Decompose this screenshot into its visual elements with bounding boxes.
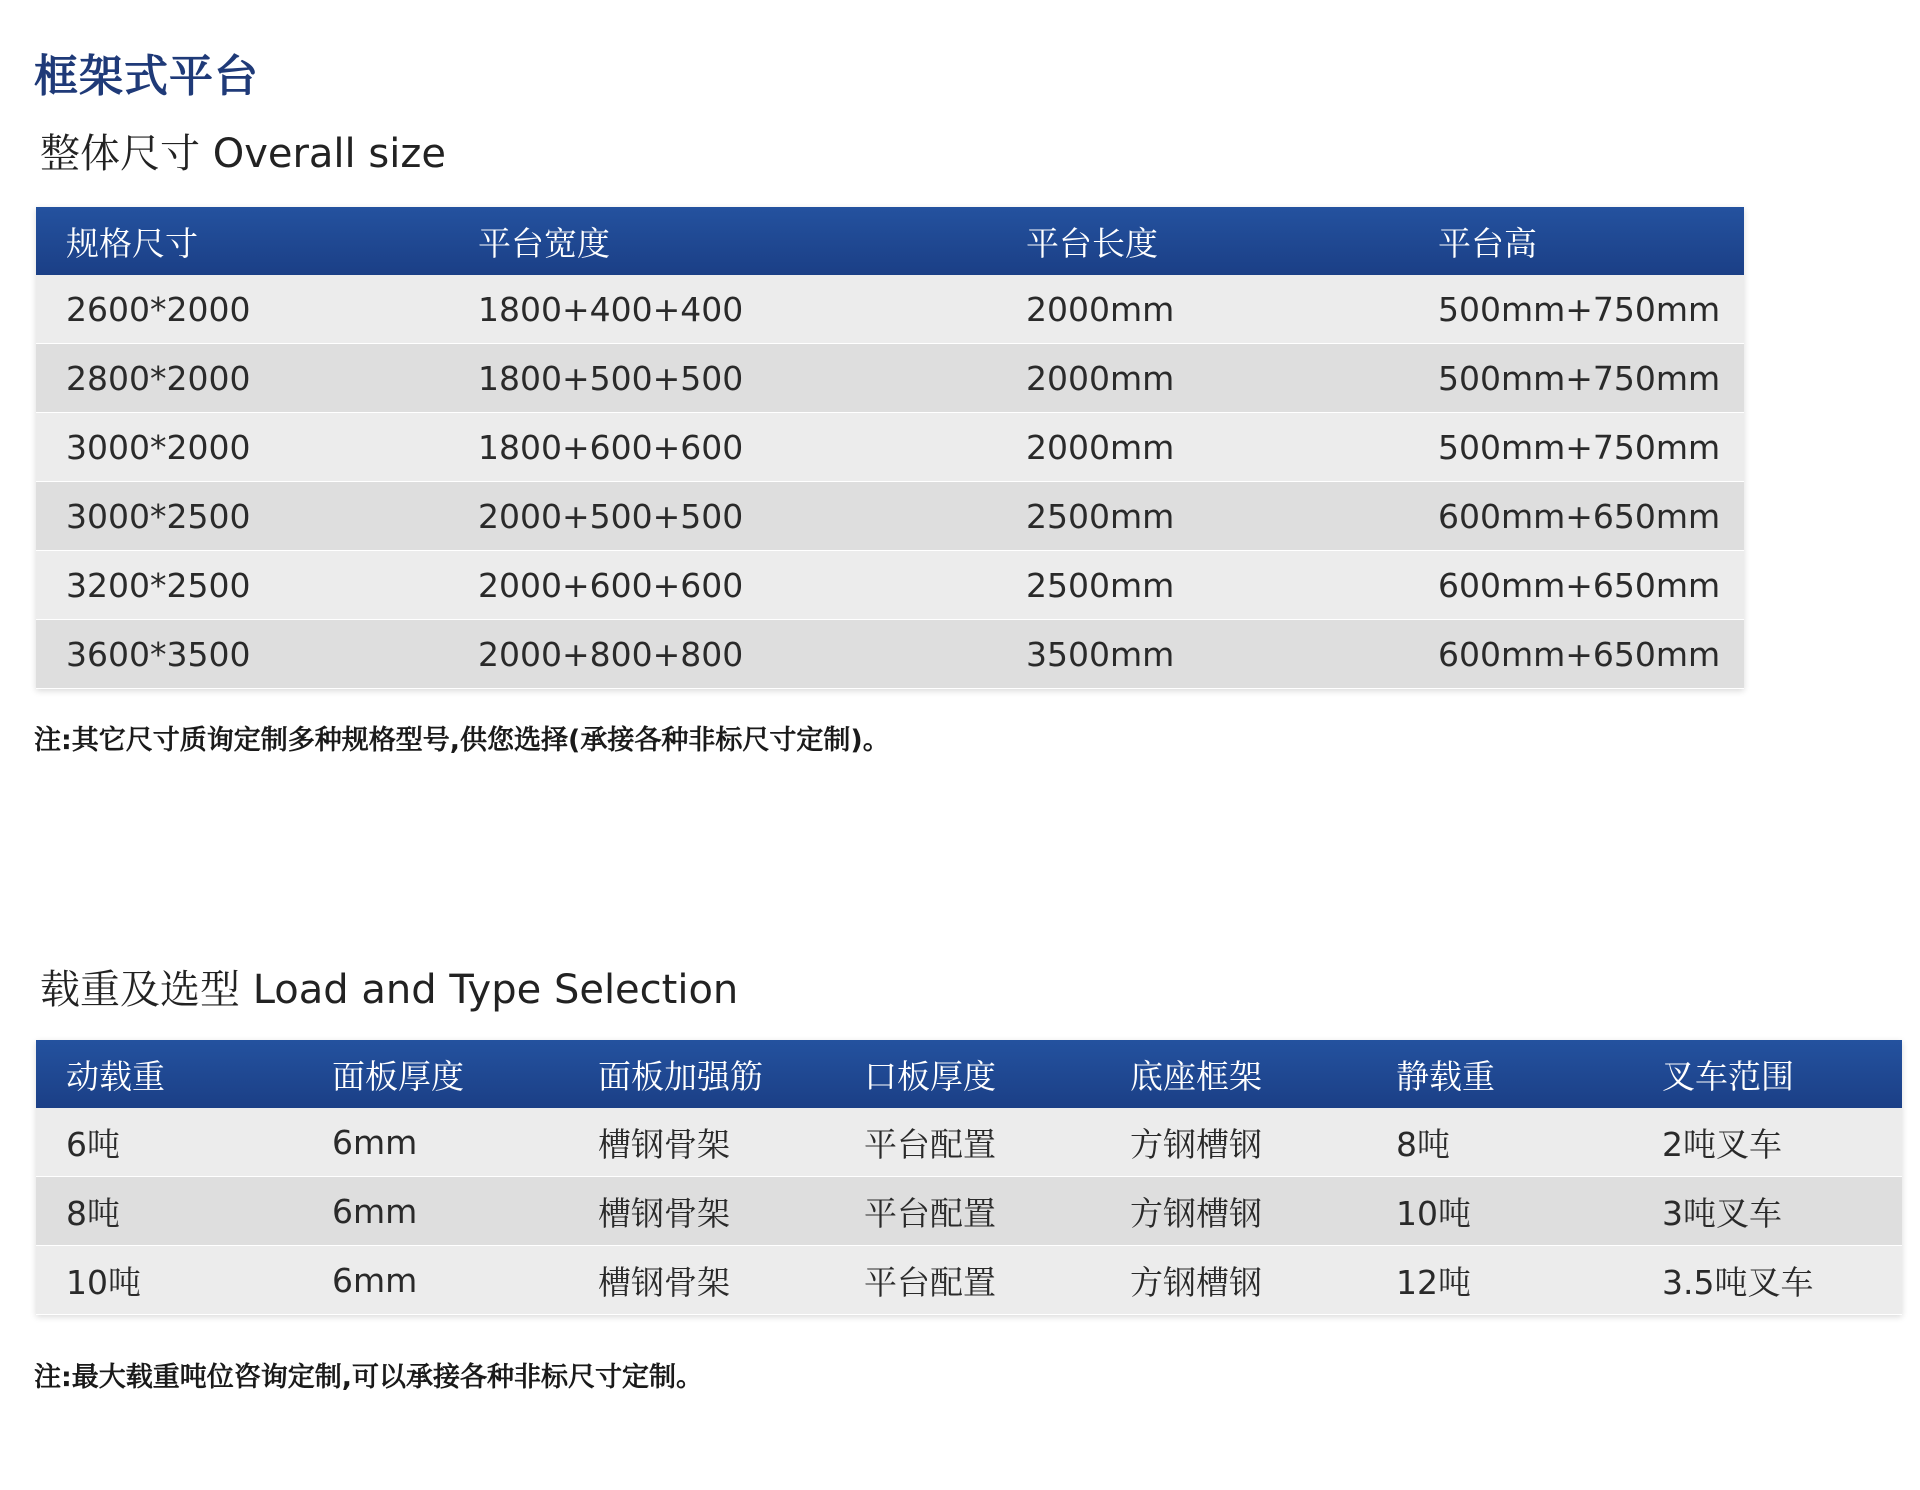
table-cell: 2800*2000 bbox=[66, 358, 251, 398]
table-row bbox=[36, 413, 1744, 482]
table-cell: 500mm+750mm bbox=[1438, 289, 1721, 329]
header-cell: 面板厚度 bbox=[332, 1056, 464, 1096]
table-cell: 600mm+650mm bbox=[1438, 496, 1721, 536]
table-cell: 6吨 bbox=[66, 1124, 120, 1164]
table-cell: 2000mm bbox=[1026, 358, 1175, 398]
table-cell: 3200*2500 bbox=[66, 565, 251, 605]
table-row bbox=[36, 344, 1744, 413]
table-cell: 10吨 bbox=[66, 1262, 141, 1302]
table-cell: 6mm bbox=[332, 1260, 418, 1300]
table-cell: 600mm+650mm bbox=[1438, 565, 1721, 605]
table-cell: 8吨 bbox=[1396, 1124, 1450, 1164]
table-cell: 2000+600+600 bbox=[478, 565, 744, 605]
table-header bbox=[36, 207, 1744, 275]
header-cell: 底座框架 bbox=[1130, 1056, 1262, 1096]
table-cell: 3.5吨叉车 bbox=[1662, 1262, 1814, 1302]
load-selection-title: 载重及选型 Load and Type Selection bbox=[40, 967, 739, 1013]
table-cell: 平台配置 bbox=[864, 1262, 996, 1302]
table-cell: 2000mm bbox=[1026, 427, 1175, 467]
header-cell: 口板厚度 bbox=[864, 1056, 996, 1096]
table-cell: 8吨 bbox=[66, 1193, 120, 1233]
table-cell: 10吨 bbox=[1396, 1193, 1471, 1233]
table-cell: 12吨 bbox=[1396, 1262, 1471, 1302]
table-cell: 6mm bbox=[332, 1122, 418, 1162]
table-cell: 3000*2500 bbox=[66, 496, 251, 536]
table-row bbox=[36, 1246, 1902, 1315]
overall-size-title: 整体尺寸 Overall size bbox=[40, 131, 446, 177]
table-cell: 1800+400+400 bbox=[478, 289, 744, 329]
table-cell: 2500mm bbox=[1026, 565, 1175, 605]
table-cell: 槽钢骨架 bbox=[598, 1124, 730, 1164]
load-selection-note: 注:最大载重吨位咨询定制,可以承接各种非标尺寸定制。 bbox=[34, 1362, 704, 1393]
table-row bbox=[36, 482, 1744, 551]
table-cell: 1800+500+500 bbox=[478, 358, 744, 398]
table-cell: 方钢槽钢 bbox=[1130, 1193, 1262, 1233]
table-cell: 2600*2000 bbox=[66, 289, 251, 329]
table-cell: 方钢槽钢 bbox=[1130, 1262, 1262, 1302]
table-cell: 3600*3500 bbox=[66, 634, 251, 674]
table-row bbox=[36, 620, 1744, 689]
table-cell: 6mm bbox=[332, 1191, 418, 1231]
table-row bbox=[36, 275, 1744, 344]
table-row bbox=[36, 551, 1744, 620]
header-cell: 动载重 bbox=[66, 1056, 165, 1096]
load-selection-table bbox=[36, 1040, 1902, 1315]
overall-size-table bbox=[36, 207, 1744, 689]
table-cell: 2吨叉车 bbox=[1662, 1124, 1782, 1164]
header-cell: 叉车范围 bbox=[1662, 1056, 1794, 1096]
overall-size-note: 注:其它尺寸质询定制多种规格型号,供您选择(承接各种非标尺寸定制)。 bbox=[34, 725, 890, 756]
table-cell: 2500mm bbox=[1026, 496, 1175, 536]
table-cell: 2000mm bbox=[1026, 289, 1175, 329]
table-cell: 2000+500+500 bbox=[478, 496, 744, 536]
table-cell: 1800+600+600 bbox=[478, 427, 744, 467]
header-cell: 面板加强筋 bbox=[598, 1056, 763, 1096]
table-cell: 500mm+750mm bbox=[1438, 427, 1721, 467]
table-cell: 槽钢骨架 bbox=[598, 1193, 730, 1233]
table-cell: 平台配置 bbox=[864, 1193, 996, 1233]
table-row bbox=[36, 1177, 1902, 1246]
header-cell: 规格尺寸 bbox=[66, 223, 198, 263]
table-cell: 3500mm bbox=[1026, 634, 1175, 674]
page-title: 框架式平台 bbox=[34, 51, 259, 102]
table-cell: 3000*2000 bbox=[66, 427, 251, 467]
table-cell: 平台配置 bbox=[864, 1124, 996, 1164]
table-header bbox=[36, 1040, 1902, 1108]
table-row bbox=[36, 1108, 1902, 1177]
table-cell: 槽钢骨架 bbox=[598, 1262, 730, 1302]
header-cell: 静载重 bbox=[1396, 1056, 1495, 1096]
header-cell: 平台宽度 bbox=[478, 223, 610, 263]
header-cell: 平台长度 bbox=[1026, 223, 1158, 263]
table-cell: 3吨叉车 bbox=[1662, 1193, 1782, 1233]
table-cell: 2000+800+800 bbox=[478, 634, 744, 674]
table-cell: 500mm+750mm bbox=[1438, 358, 1721, 398]
table-cell: 方钢槽钢 bbox=[1130, 1124, 1262, 1164]
header-cell: 平台高 bbox=[1438, 223, 1537, 263]
table-cell: 600mm+650mm bbox=[1438, 634, 1721, 674]
